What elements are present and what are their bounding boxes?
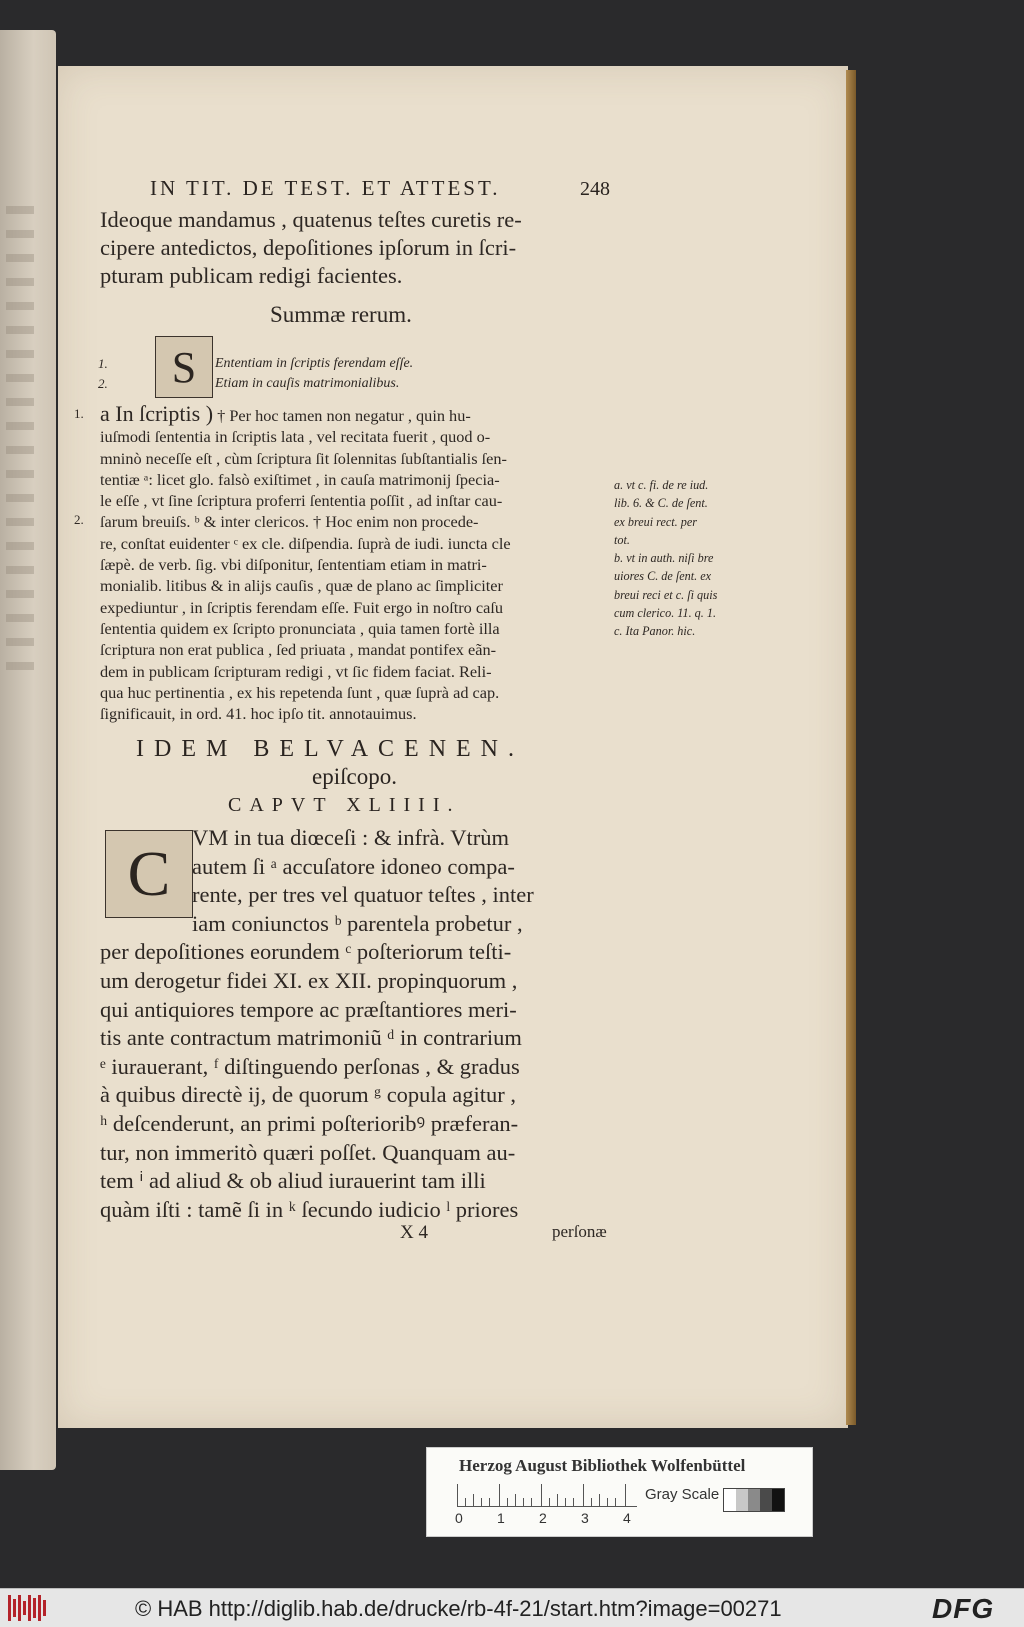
ruler-number: 0: [455, 1510, 463, 1526]
margin-number: 2.: [74, 512, 84, 527]
text-line: VM in tua diœceſi : & infrà. Vtrùm: [192, 825, 510, 850]
text-line: um derogetur fidei XI. ex XII. propinquorum ,: [100, 967, 518, 993]
decorated-initial-s: S: [155, 336, 213, 398]
commentary-first-line: [100, 403, 615, 426]
folio-number: 248: [580, 178, 610, 200]
summae-numbers: [98, 354, 108, 394]
marginal-note: ex breui rect. per: [614, 514, 698, 529]
summae-title: Summæ rerum.: [270, 302, 412, 327]
text-line: ſarum breuiſs. ᵇ & inter clericos. † Hoc enim non procede-: [100, 512, 479, 532]
commentary-block: [100, 403, 615, 724]
ruler-numbers: [455, 1510, 665, 1526]
chapter-text: [100, 824, 615, 1224]
page-fore-edge: [846, 70, 856, 1425]
marginal-note: b. vt in auth. niſi bre: [614, 551, 714, 566]
text-line: tem ⁱ ad aliud & ob aliud iurauerint tam illi: [100, 1168, 486, 1194]
text-line: ſæpè. de verb. ſig. vbi diſponitur, ſententiam etiam in matri-: [100, 555, 487, 575]
catchword: perſonæ: [552, 1222, 607, 1241]
text-line: ʰ deſcenderunt, an primi poſterioribꝰ præferan-: [100, 1110, 519, 1136]
text-line: autem ſi ᵃ accuſatore idoneo compa-: [192, 853, 515, 879]
gray-scale-swatches: [723, 1488, 785, 1512]
chapter-heading: CAPVT XLIIII.: [228, 794, 461, 816]
lemma: a In ſcriptis ): [100, 401, 214, 426]
text-line: cipere antedictos, depoſitiones ipſorum in ſcri-: [100, 235, 517, 260]
section-subheading: epiſcopo.: [312, 764, 397, 789]
decorated-initial-c: C: [105, 830, 193, 918]
text-line: iuſmodi ſententia in ſcriptis lata , vel recitata fuerit , quod o-: [100, 427, 491, 447]
text-line: expediuntur , in ſcriptis ferendam eſſe. Fuit ergo in noſtro caſu: [100, 597, 504, 617]
text-line: qui antiquiores tempore ac præſtantiores meri-: [100, 996, 517, 1022]
marginal-note: breui reci et c. ſi quis: [614, 587, 718, 602]
library-color-card: [426, 1447, 813, 1537]
text-line: à quibus directè ij, de quorum ᵍ copula agitur ,: [100, 1082, 517, 1108]
text-line: monialib. litibus & in alijs cauſis , quæ de plano ac ſimpliciter: [100, 576, 503, 596]
text-line: pturam publicam redigi facientes.: [100, 263, 403, 288]
text-line: rente, per tres vel quatuor teſtes , inter: [192, 882, 534, 908]
section-heading: IDEM BELVACENEN.: [136, 736, 525, 762]
text-line: tur, non immeritò quæri poſſet. Quanquam au-: [100, 1139, 516, 1165]
summae-list: [215, 354, 413, 394]
text-line: Ideoque mandamus , quatenus teſtes curetis re-: [100, 207, 522, 232]
footer-copyright-url[interactable]: © HAB http://diglib.hab.de/drucke/rb-4f-21/start.htm?image=00271: [135, 1596, 782, 1621]
summa-number: 2.: [98, 376, 108, 391]
text-line: ᵉ iurauerant, ᶠ diſtinguendo perſonas , & gradus: [100, 1053, 520, 1079]
marginal-note: c. Ita Panor. hic.: [614, 624, 696, 639]
text-line: † Per hoc tamen non negatur , quin hu-: [213, 406, 471, 425]
text-line: iam coniunctos ᵇ parentela probetur ,: [192, 910, 523, 936]
text-line: quàm iſti : tamẽ ſi in ᵏ ſecundo iudicio ˡ priores: [100, 1196, 519, 1222]
library-name: Herzog August Bibliothek Wolfenbüttel: [459, 1456, 746, 1475]
marginal-note: tot.: [614, 532, 630, 547]
summa-item: Ententiam in ſcriptis ferendam eſſe.: [215, 356, 414, 371]
facing-page-edge: [0, 30, 56, 1470]
facing-page-bleed-marks: [6, 190, 46, 890]
scale-ruler: [457, 1484, 637, 1507]
summa-number: 1.: [98, 356, 108, 371]
marginal-note: lib. 6. & C. de ſent.: [614, 496, 708, 511]
ruler-number: 2: [539, 1510, 547, 1526]
text-line: ſignificauit, in ord. 41. hoc ipſo tit. annotauimus.: [100, 704, 417, 724]
hab-logo-icon: [8, 1593, 48, 1623]
text-line: tentiæ ᵃ: licet glo. falsò exiſtimet , in cauſa matrimonij ſpecia-: [100, 469, 500, 489]
text-line: re, conſtat euidenter ᶜ ex cle. diſpendia. ſuprà de iudi. iuncta cle: [100, 533, 511, 553]
dfg-logo-icon: DFG: [932, 1593, 995, 1624]
summa-item: Etiam in cauſis matrimonialibus.: [215, 376, 400, 391]
marginal-notes: [614, 476, 748, 641]
text-line: qua huc pertinentia , ex his repetenda ſunt , quæ ſuprà ad cap.: [100, 682, 500, 702]
gray-scale-label: Gray Scale: [645, 1486, 720, 1503]
text-line: mninò neceſſe eſt , cùm ſcriptura ſit ſolennitas ſubſtantialis ſen-: [100, 448, 507, 468]
ruler-number: 3: [581, 1510, 589, 1526]
text-line: tis ante contractum matrimoniũ ᵈ in contrarium: [100, 1025, 522, 1051]
margin-number: 1.: [74, 406, 84, 421]
text-line: ſcriptura non erat publica , ſed priuata , mandat pontifex eãn-: [100, 640, 497, 660]
ruler-number: 1: [497, 1510, 505, 1526]
ruler-number: 4: [623, 1510, 631, 1526]
signature-mark: X 4: [400, 1222, 428, 1243]
running-head: IN TIT. DE TEST. ET ATTEST.: [150, 176, 501, 200]
footer-bar: [0, 1588, 1024, 1627]
text-line: dem in publicam ſcripturam redigi , vt ſic fidem faciat. Reli-: [100, 661, 492, 681]
marginal-note: a. vt c. fi. de re iud.: [614, 478, 709, 492]
marginal-note: uiores C. de ſent. ex: [614, 569, 712, 584]
intro-paragraph: [100, 206, 615, 290]
marginal-note: cum clerico. 11. q. 1.: [614, 606, 716, 621]
text-line: per depoſitiones eorundem ᶜ poſteriorum teſti-: [100, 939, 512, 965]
text-line: ſententia quidem ex ſcripto pronunciata , quia tamen fortè illa: [100, 618, 500, 638]
text-line: le eſſe , vt ſine ſcriptura proferri ſententia poſſit , ad inſtar cau-: [100, 491, 503, 511]
